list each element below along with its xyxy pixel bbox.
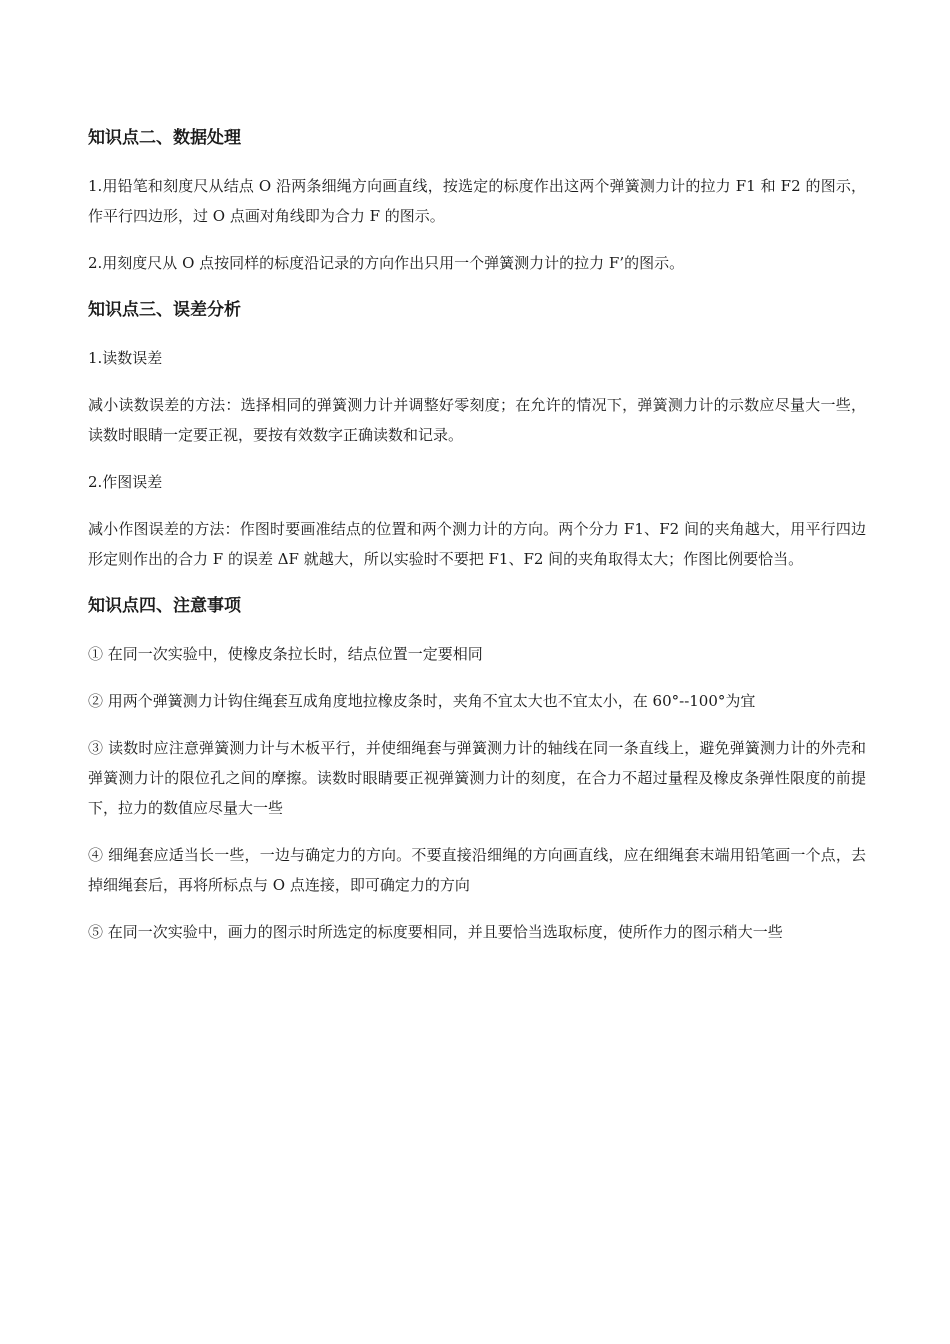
document-body bbox=[88, 122, 866, 947]
precaution-item-2: ② 用两个弹簧测力计钩住绳套互成角度地拉橡皮条时，夹角不宜太大也不宜太小，在 60°--100°为宜 bbox=[88, 692, 756, 710]
paragraph-reading-error-method: 减小读数误差的方法：选择相同的弹簧测力计并调整好零刻度；在允许的情况下，弹簧测力计的示数应尽量大一些，读数时眼睛一定要正视，要按有效数字正确读数和记录。 bbox=[88, 396, 866, 444]
paragraph-drawing-error-method: 减小作图误差的方法：作图时要画准结点的位置和两个测力计的方向。两个分力 F1、F2 间的夹角越大，用平行四边形定则作出的合力 F 的误差 ΔF 就越大，所以实验时不要把 F1、F2 间的夹角取得太大；作图比例要恰当。 bbox=[88, 520, 866, 568]
precaution-item-3: ③ 读数时应注意弹簧测力计与木板平行，并使细绳套与弹簧测力计的轴线在同一条直线上，避免弹簧测力计的外壳和弹簧测力计的限位孔之间的摩擦。读数时眼睛要正视弹簧测力计的刻度，在合力不超过量程及橡皮条弹性限度的前提下，拉力的数值应尽量大一些 bbox=[88, 739, 866, 817]
paragraph-data-processing-1: 1.用铅笔和刻度尺从结点 O 沿两条细绳方向画直线，按选定的标度作出这两个弹簧测力计的拉力 F1 和 F2 的图示，作平行四边形，过 O 点画对角线即为合力 F 的图示。 bbox=[88, 177, 866, 225]
paragraph-data-processing-2: 2.用刻度尺从 O 点按同样的标度沿记录的方向作出只用一个弹簧测力计的拉力 F’的图示。 bbox=[88, 254, 685, 272]
precaution-item-4: ④ 细绳套应适当长一些，一边与确定力的方向。不要直接沿细绳的方向画直线，应在细绳套末端用铅笔画一个点，去掉细绳套后，再将所标点与 O 点连接，即可确定力的方向 bbox=[88, 846, 866, 894]
section-heading-data-processing: 知识点二、数据处理 bbox=[88, 128, 241, 148]
section-heading-precautions: 知识点四、注意事项 bbox=[88, 596, 241, 616]
precaution-item-5: ⑤ 在同一次实验中，画力的图示时所选定的标度要相同，并且要恰当选取标度，使所作力的图示稍大一些 bbox=[88, 923, 783, 941]
paragraph-drawing-error-title: 2.作图误差 bbox=[88, 473, 163, 491]
precaution-item-1: ① 在同一次实验中，使橡皮条拉长时，结点位置一定要相同 bbox=[88, 645, 483, 663]
paragraph-reading-error-title: 1.读数误差 bbox=[88, 349, 163, 367]
section-heading-error-analysis: 知识点三、误差分析 bbox=[88, 300, 241, 320]
